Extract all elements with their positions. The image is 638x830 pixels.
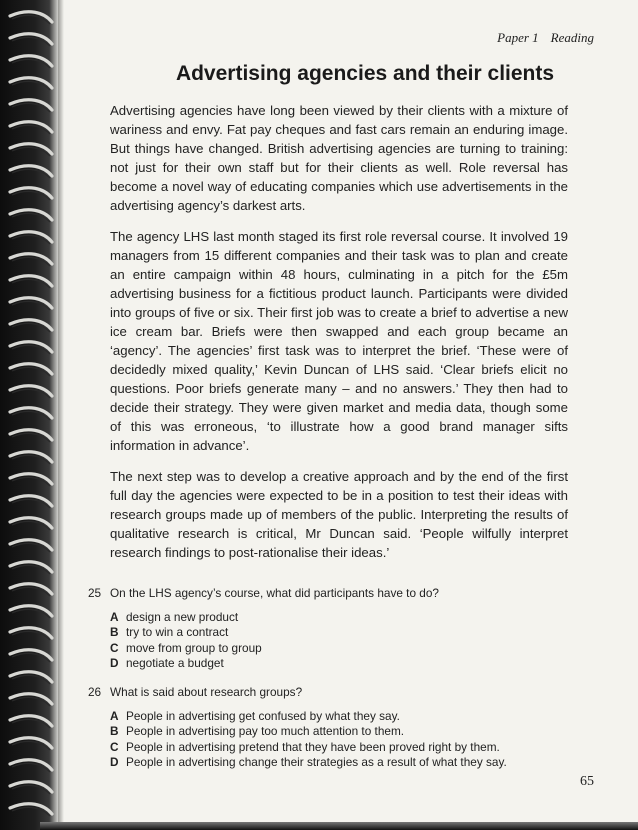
- question-stem: [88, 685, 588, 699]
- article-paragraph-3: The next step was to develop a creative approach and by the end of the first full day the agencies were expected to be in a position to test their ideas with research groups made up of members of the public. Interpreting the results of qualitative research is critical, Mr Duncan said. ‘People wilfully interpret research findings to post-rationalise their ideas.’: [110, 469, 568, 560]
- answer-options: [110, 708, 588, 770]
- answer-option: [110, 739, 588, 755]
- answer-option: [110, 724, 588, 740]
- option-text: People in advertising pay too much attention to them.: [126, 724, 405, 739]
- question-number: 25: [88, 586, 102, 600]
- article-body: [110, 101, 568, 574]
- option-letter: A: [110, 708, 119, 723]
- question-text: What is said about research groups?: [110, 685, 303, 699]
- answer-option: [110, 656, 588, 672]
- question-text: On the LHS agency’s course, what did participants have to do?: [110, 586, 439, 600]
- answer-option: [110, 708, 588, 724]
- page-edge-shadow: [58, 0, 64, 830]
- option-letter: D: [110, 755, 119, 770]
- running-head-section: Reading: [550, 30, 594, 45]
- option-letter: C: [110, 739, 119, 754]
- bottom-edge-shadow: [40, 822, 638, 830]
- option-text: People in advertising get confused by what they say.: [126, 708, 400, 723]
- option-letter: B: [110, 724, 119, 739]
- answer-option: [110, 755, 588, 771]
- question-number: 26: [88, 685, 102, 699]
- option-letter: A: [110, 609, 119, 624]
- article-paragraph-2: The agency LHS last month staged its first role reversal course. It involved 19 managers from 15 different companies and their task was to plan and create an entire campaign within 48 hours, culminating in a pitch for the £5m advertising business for a fictitious product launch. Participants were divided into groups of five or six. Their first job was to create a brief to advertise a new ice cream bar. Briefs were then swapped and each group became an ‘agency’. The agencies’ first task was to interpret the brief. ‘These were of decidedly mixed quality,’ Kevin Duncan of LHS said. ‘Clear briefs elicit no questions. Poor briefs generate many – and no answers.’ They then had to decide their strategy. They were given market and media data, though some of this was erroneous, ‘to illustrate how a good brand manager sifts information in advance’.: [110, 229, 568, 453]
- spiral-binding: [0, 0, 58, 830]
- running-head: [497, 30, 594, 46]
- question-26: [88, 685, 588, 770]
- running-head-paper: Paper 1: [497, 30, 539, 45]
- option-text: try to win a contract: [126, 625, 229, 640]
- question-stem: [88, 586, 588, 600]
- question-list: [88, 586, 588, 784]
- page-number: 65: [580, 774, 594, 789]
- option-letter: B: [110, 625, 119, 640]
- article-paragraph-1: Advertising agencies have long been viewed by their clients with a mixture of wariness and envy. Fat pay cheques and fast cars remain an enduring image. But things have changed. British advertising agencies are turning to training: not just for their own staff but for their clients as well. Role reversal has become a novel way of educating companies which use advertisements in the advertising agency’s darkest arts.: [110, 103, 568, 213]
- option-text: People in advertising change their strategies as a result of what they say.: [126, 755, 507, 770]
- option-text: negotiate a budget: [126, 656, 224, 671]
- article-title: Advertising agencies and their clients: [175, 62, 555, 85]
- option-text: People in advertising pretend that they have been proved right by them.: [126, 739, 500, 754]
- option-text: move from group to group: [126, 640, 262, 655]
- answer-option: [110, 609, 588, 625]
- answer-options: [110, 609, 588, 671]
- question-25: [88, 586, 588, 671]
- option-letter: D: [110, 656, 119, 671]
- option-text: design a new product: [126, 609, 239, 624]
- answer-option: [110, 625, 588, 641]
- answer-option: [110, 640, 588, 656]
- option-letter: C: [110, 640, 119, 655]
